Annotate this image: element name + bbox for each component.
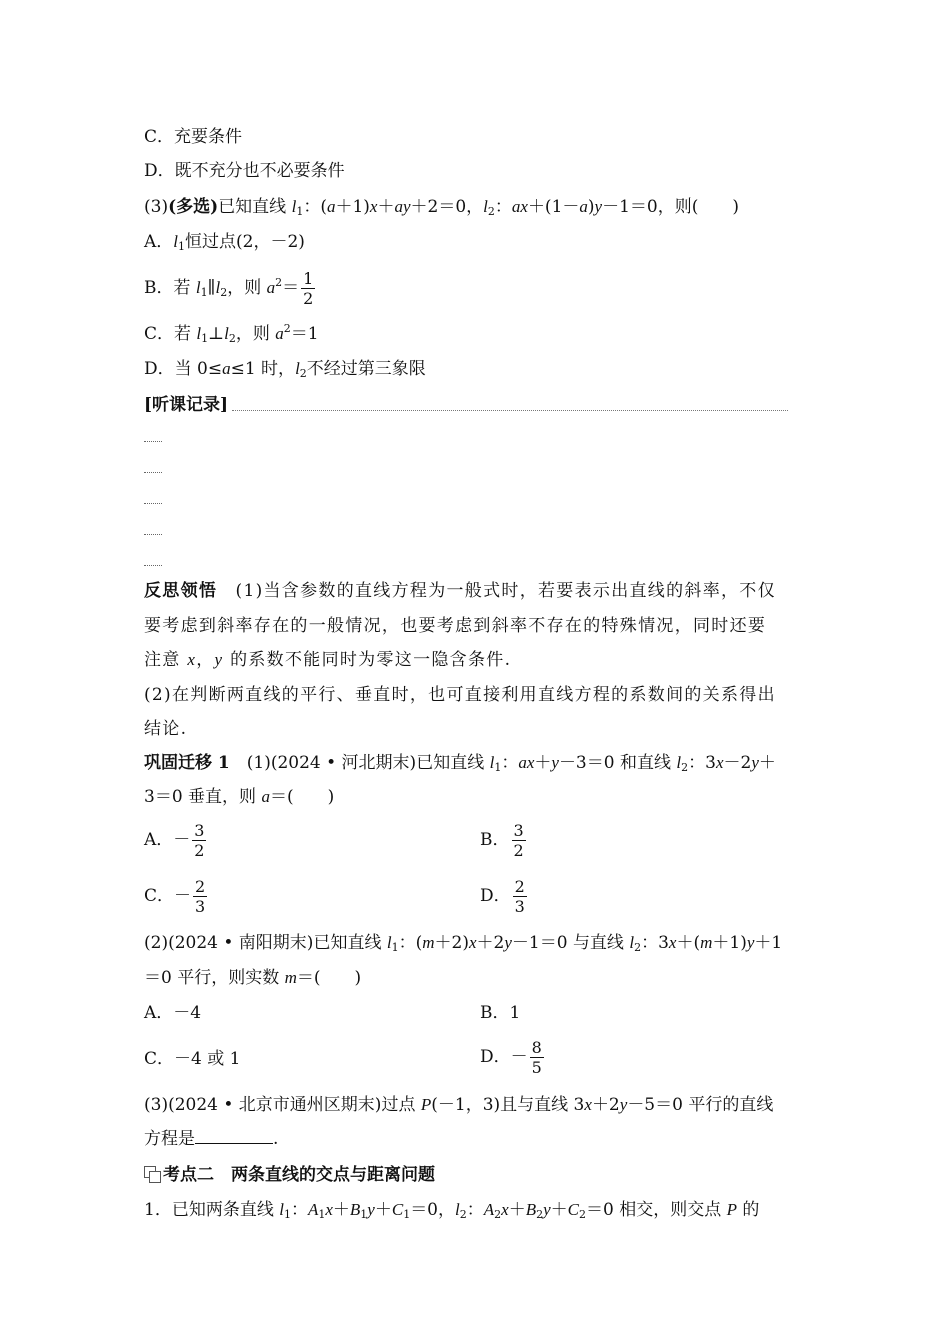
reflection-line-2: 要考虑到斜率存在的一般情况，也要考虑到斜率不存在的特殊情况，同时还要 (144, 616, 767, 636)
consolidate-q2-option-a: A．－4 (144, 1003, 202, 1023)
consolidate-q1-option-c: C．－ $\frac{2}{3}$ (144, 877, 206, 916)
question-3-option-c: C．若 $l_1\perp l_2$，则 $a^2=1$ (144, 322, 319, 345)
consolidate-q2-option-c: C．－4 或 1 (144, 1049, 241, 1069)
question-3-option-a: A．$l_1$恒过点(2，－2) (144, 232, 305, 253)
reflection-line-5: 结论. (144, 719, 188, 739)
lecture-record-label: [听课记录] (144, 395, 229, 415)
consolidate-q1-stem: 巩固迁移 1 (1)(2024 • 河北期末)已知直线 $l_1$：ax＋y－3＝0 和直线 $l_2$：3x－2y＋ (144, 753, 776, 774)
record-dot-line (144, 472, 162, 473)
record-dot-line (144, 565, 162, 566)
question-3-option-b: B．若 $l_1\parallel l_2$，则 $a^2=$ $\frac{1}{2}$ (144, 269, 314, 308)
section-icon (144, 1166, 160, 1182)
question-3-stem: (3)(多选)已知直线 $l_1$：(a＋1)x＋ay＋2＝0，$l_2$：ax＋(1－a)y－1＝0，则( ) (144, 197, 739, 218)
option-c-prev: C．充要条件 (144, 127, 243, 147)
consolidate-q1-stem-2: 3＝0 垂直，则 a＝( ) (144, 787, 335, 807)
reflection-title: 反思领悟 (144, 581, 218, 601)
fraction-one-half: $\frac{1}{2}$ (303, 269, 314, 308)
consolidate-q2-option-d: D．－ $\frac{8}{5}$ (480, 1038, 542, 1077)
consolidate-q1-option-a: A．－ $\frac{3}{2}$ (144, 821, 205, 860)
record-dot-line (144, 441, 162, 442)
record-dot-line (144, 503, 162, 504)
consolidate-q2-option-b: B．1 (480, 1003, 521, 1023)
question-3-option-d: D．当 0≤a≤1 时，$l_2$不经过第三象限 (144, 359, 426, 380)
consolidate-q3-stem-2: 方程是 . (144, 1129, 279, 1149)
consolidate-q2-stem-2: ＝0 平行，则实数 m＝( ) (144, 968, 362, 988)
reflection-paragraph-1: 反思领悟 (1)当含参数的直线方程为一般式时，若要表示出直线的斜率，不仅 (144, 581, 776, 601)
consolidate-q1-option-b: B． $\frac{3}{2}$ (480, 821, 524, 860)
option-d-prev: D．既不充分也不必要条件 (144, 161, 345, 181)
consolidate-q3-stem: (3)(2024 • 北京市通州区期末)过点 P(－1，3)且与直线 3x＋2y－5＝0 平行的直线 (144, 1095, 774, 1115)
answer-blank (195, 1128, 273, 1144)
section-2-item-1: 1．已知两条直线 $l_1$：$A_1x+B_1y+C_1=0$，$l_2$：$A_2x+B_2y+C_2=0$ 相交，则交点 P 的 (144, 1200, 760, 1221)
consolidate-q1-option-d: D． $\frac{2}{3}$ (480, 877, 525, 916)
record-dot-line (144, 534, 162, 535)
consolidate-q2-stem: (2)(2024 • 南阳期末)已知直线 $l_1$：(m＋2)x＋2y－1＝0 与直线 $l_2$：3x＋(m＋1)y＋1 (144, 933, 783, 954)
reflection-line-3: 注意 x，y 的系数不能同时为零这一隐含条件. (144, 650, 512, 670)
consolidate-title: 巩固迁移 1 (144, 753, 230, 773)
reflection-paragraph-2: (2)在判断两直线的平行、垂直时，也可直接利用直线方程的系数间的关系得出 (144, 685, 776, 705)
lecture-record-line (232, 410, 788, 411)
section-2-heading: 考点二 两条直线的交点与距离问题 (144, 1164, 435, 1186)
